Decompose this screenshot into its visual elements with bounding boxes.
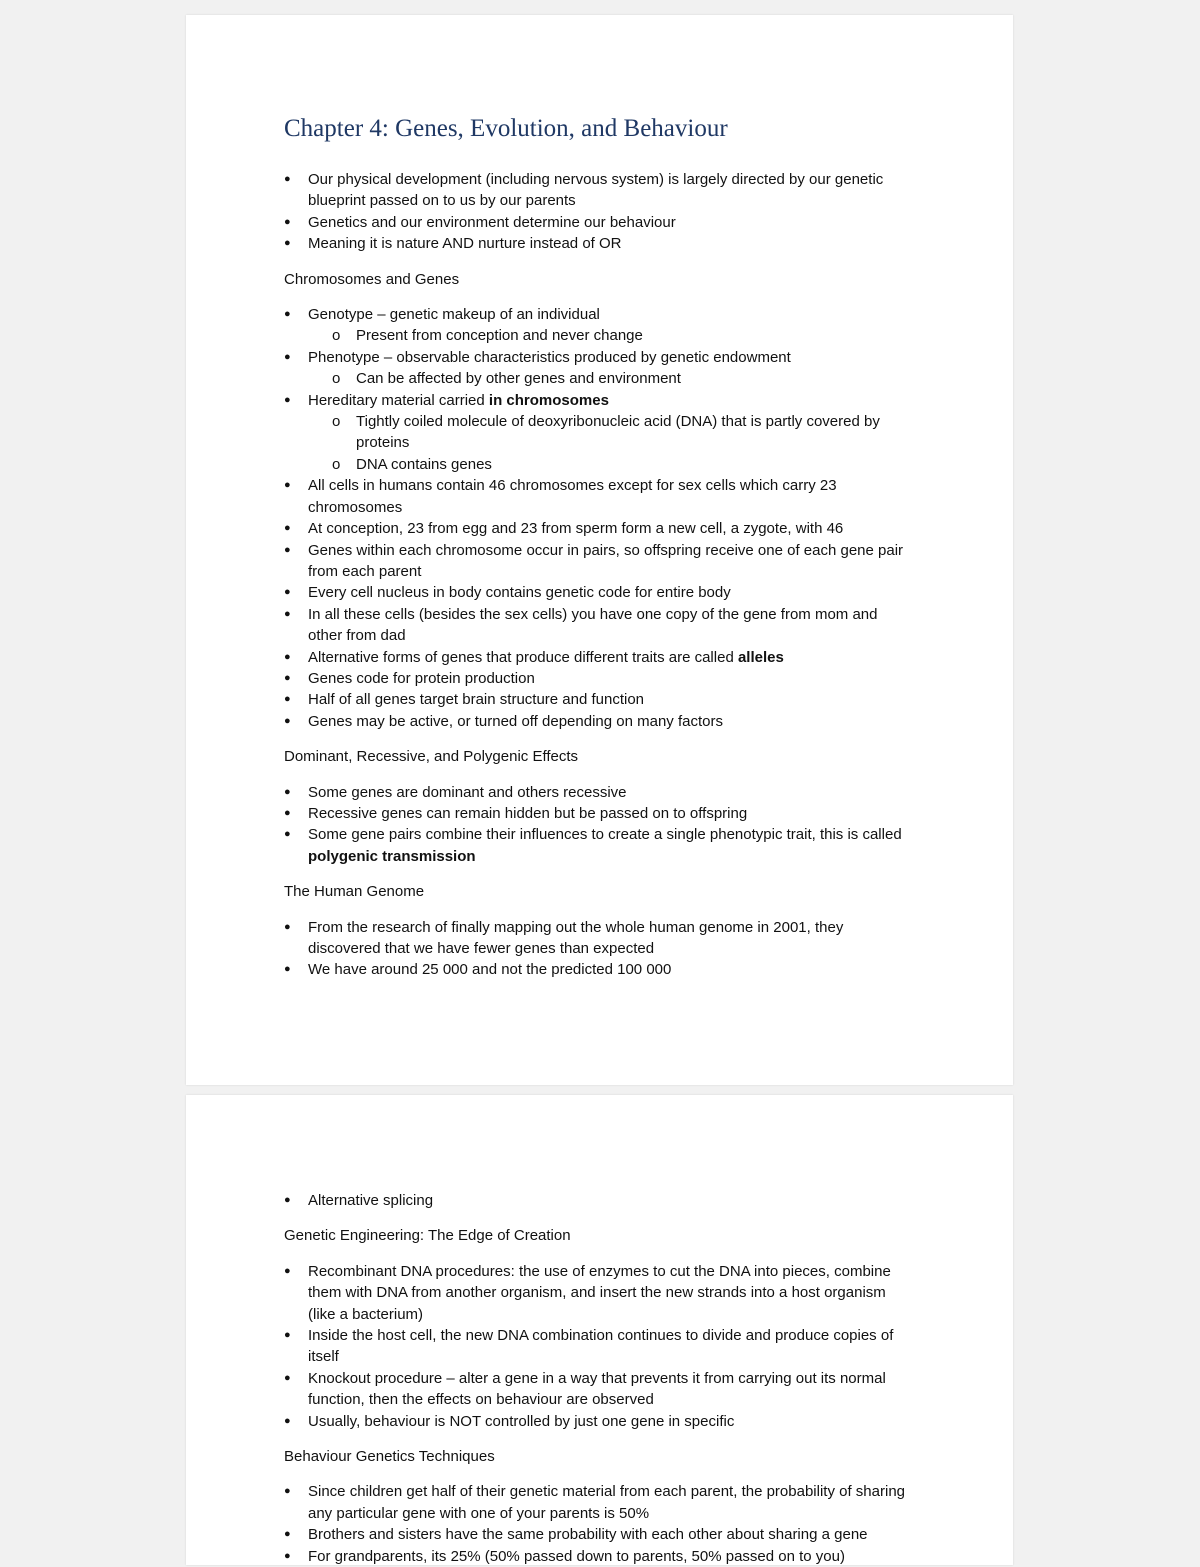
list-item: ● For grandparents, its 25% (50% passed down to parents, 50% passed on to you) (284, 1546, 914, 1567)
list-item: ● Meaning it is nature AND nurture instead of OR (284, 233, 914, 254)
sub-bullet-marker: o (332, 455, 341, 473)
list-item: ● From the research of finally mapping out the whole human genome in 2001, they discovered that we have fewer genes than expected (284, 917, 914, 960)
polygenic-text: Some gene pairs combine their influences to create a single phenotypic trait, this is called (308, 826, 902, 844)
list-item: ● Every cell nucleus in body contains genetic code for entire body (284, 582, 914, 603)
page-2-content (284, 1190, 914, 1567)
list-item: ● Recombinant DNA procedures: the use of enzymes to cut the DNA into pieces, combine them with DNA from another organism, and insert the new strands into a host organism (like a bacterium) (284, 1261, 914, 1325)
list-item (284, 647, 914, 668)
section-heading-chromosomes: Chromosomes and Genes (284, 270, 460, 288)
list-item (284, 304, 914, 347)
list-item: ● In all these cells (besides the sex cells) you have one copy of the gene from mom and other from dad (284, 604, 914, 647)
list-item: ● Genes code for protein production (284, 668, 914, 689)
list-item: ● Knockout procedure – alter a gene in a way that prevents it from carrying out its normal function, then the effects on behaviour are observed (284, 1368, 914, 1411)
sub-bullet-marker: o (332, 327, 341, 345)
list-item: ● Brothers and sisters have the same probability with each other about sharing a gene (284, 1524, 914, 1545)
document-page-2 (186, 1095, 1013, 1565)
sub-list-item (332, 325, 914, 346)
phenotype-sublist (308, 368, 914, 389)
list-item (284, 390, 914, 476)
list-item: ● Genetics and our environment determine our behaviour (284, 212, 914, 233)
engineering-list (284, 1261, 914, 1432)
sub-list-item (332, 411, 914, 454)
sub-bullet-marker: o (332, 370, 341, 388)
hereditary-bold-term: in chromosomes (488, 391, 609, 409)
document-page-1 (186, 15, 1013, 1085)
list-item: ● Half of all genes target brain structure and function (284, 689, 914, 710)
section-heading-genome: The Human Genome (284, 883, 425, 901)
sub-list-item (332, 368, 914, 389)
sub-list-item (332, 454, 914, 475)
hereditary-text: Hereditary material carried (308, 391, 489, 409)
section-heading-engineering: Genetic Engineering: The Edge of Creation (284, 1227, 571, 1245)
alleles-text: Alternative forms of genes that produce different traits are called (308, 648, 738, 666)
genotype-text: Genotype – genetic makeup of an individual (308, 306, 600, 324)
list-item: ● Since children get half of their genetic material from each parent, the probability of sharing any particular gene with one of your parents is 50% (284, 1481, 914, 1524)
list-item: ● We have around 25 000 and not the predicted 100 000 (284, 959, 914, 980)
sub-item-text: DNA contains genes (356, 455, 492, 473)
phenotype-text: Phenotype – observable characteristics produced by genetic endowment (308, 348, 791, 366)
alleles-bold-term: alleles (737, 648, 784, 666)
genotype-sublist (308, 325, 914, 346)
list-item: ● At conception, 23 from egg and 23 from sperm form a new cell, a zygote, with 46 (284, 518, 914, 539)
hereditary-sublist (308, 411, 914, 475)
polygenic-bold-term: polygenic transmission (308, 847, 476, 865)
sub-item-text: Present from conception and never change (356, 327, 643, 345)
techniques-list (284, 1481, 914, 1567)
list-item (284, 824, 914, 867)
list-item: ● All cells in humans contain 46 chromosomes except for sex cells which carry 23 chromosomes (284, 475, 914, 518)
list-item: ● Alternative splicing (284, 1190, 914, 1211)
chapter-title: Chapter 4: Genes, Evolution, and Behaviour (284, 115, 728, 142)
list-item (284, 347, 914, 390)
section-heading-techniques: Behaviour Genetics Techniques (284, 1448, 495, 1466)
list-item: ● Genes may be active, or turned off depending on many factors (284, 711, 914, 732)
list-item: ● Inside the host cell, the new DNA combination continues to divide and produce copies of itself (284, 1325, 914, 1368)
splicing-list (284, 1190, 914, 1211)
page-1-content (284, 113, 914, 981)
sub-bullet-marker: o (332, 413, 341, 431)
intro-list (284, 169, 914, 255)
genome-list (284, 917, 914, 981)
sub-item-text: Can be affected by other genes and environment (356, 370, 681, 388)
list-item: ● Usually, behaviour is NOT controlled by just one gene in specific (284, 1411, 914, 1432)
list-item: ● Some genes are dominant and others recessive (284, 782, 914, 803)
section-heading-dominant: Dominant, Recessive, and Polygenic Effects (284, 748, 579, 766)
dominant-list (284, 782, 914, 868)
list-item: ● Genes within each chromosome occur in pairs, so offspring receive one of each gene pair from each parent (284, 540, 914, 583)
list-item: ● Our physical development (including nervous system) is largely directed by our genetic blueprint passed on to us by our parents (284, 169, 914, 212)
sub-item-text: Tightly coiled molecule of deoxyribonucleic acid (DNA) that is partly covered by proteins (356, 413, 880, 452)
list-item: ● Recessive genes can remain hidden but be passed on to offspring (284, 803, 914, 824)
chromosomes-list (284, 304, 914, 732)
